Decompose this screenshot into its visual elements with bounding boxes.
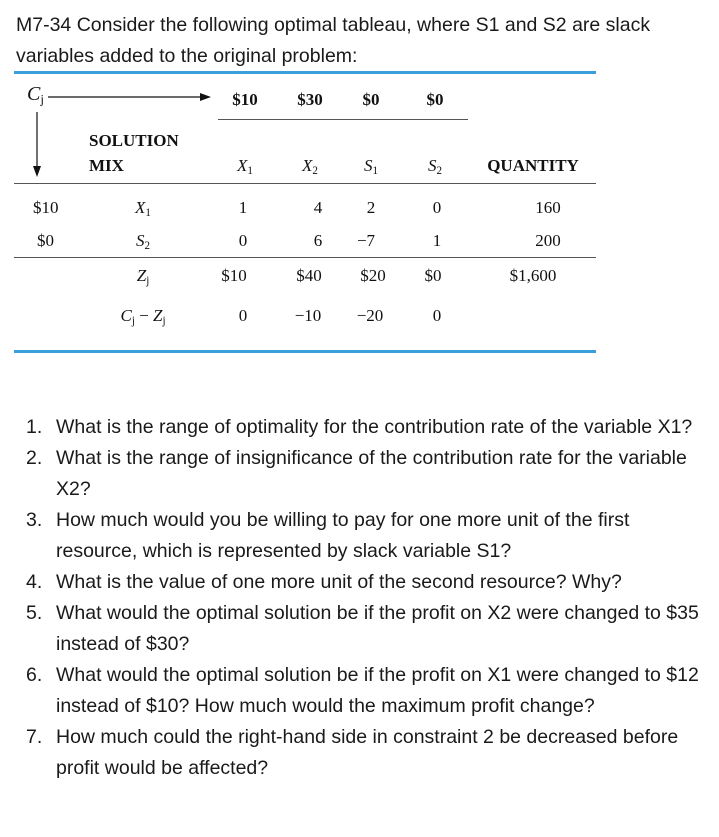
cj-label: $C_j$ — [27, 83, 44, 107]
solution-mix-header-line1: SOLUTION — [89, 131, 179, 150]
row2-variable: $S_2$ — [135, 231, 151, 252]
row2-quantity: 200 — [535, 231, 561, 250]
cj-value-x2: $30 — [297, 90, 323, 109]
row2-x2: 6 — [313, 231, 323, 250]
quantity-header: QUANTITY — [487, 156, 579, 175]
cj-minus-zj-s2: 0 — [432, 306, 442, 325]
row1-cj: $10 — [33, 198, 59, 217]
solution-mix-header-line2: MIX — [89, 156, 124, 175]
body-rule — [14, 257, 596, 258]
row1-x1: 1 — [238, 198, 248, 217]
cj-value-s2: $0 — [426, 90, 444, 109]
cj-minus-zj-s1: −20 — [356, 306, 384, 325]
row2-x1: 0 — [238, 231, 248, 250]
row2-cj: $0 — [37, 231, 54, 250]
column-header-s2: $S_2$ — [427, 156, 443, 177]
questions-list — [0, 412, 719, 784]
cj-value-x1: $10 — [232, 90, 258, 109]
zj-x2: $40 — [296, 266, 322, 285]
question-item: 3. How much would you be willing to pay for one more unit of the first resource, which is represented by slack variable S1? — [26, 509, 630, 562]
cj-minus-zj-label: $C_j - Z_j$ — [120, 306, 166, 327]
zj-label: $Z_j$ — [136, 266, 150, 287]
row2-s2: 1 — [432, 231, 442, 250]
cj-minus-zj-x2: −10 — [294, 306, 322, 325]
question-item: 5. What would the optimal solution be if the profit on X2 were changed to $35 instead of $30? — [26, 602, 699, 655]
right-arrow-icon — [48, 93, 211, 101]
column-header-x1: $X_1$ — [237, 156, 253, 177]
column-header-s1: $S_1$ — [363, 156, 379, 177]
row1-s2: 0 — [432, 198, 442, 217]
row1-s1: 2 — [366, 198, 376, 217]
row2-s1: −7 — [356, 231, 376, 250]
column-header-x2: $X_2$ — [302, 156, 318, 177]
cj-underline — [218, 119, 468, 120]
header-rule — [14, 183, 596, 184]
zj-x1: $10 — [221, 266, 247, 285]
cj-value-s1: $0 — [362, 90, 380, 109]
down-arrow-icon — [33, 112, 41, 177]
simplex-tableau — [0, 0, 719, 360]
problem-intro: M7-34 Consider the following optimal tableau, where S1 and S2 are slack variables added to the original problem: — [16, 14, 651, 67]
zj-s1: $20 — [360, 266, 386, 285]
question-item: 1. What is the range of optimality for the contribution rate of the variable X1? — [26, 416, 693, 438]
question-item: 6. What would the optimal solution be if the profit on X1 were changed to $12 instead of $10? How much would the maximum profit change? — [26, 664, 699, 717]
question-item: 2. What is the range of insignificance of the contribution rate for the variable X2? — [26, 447, 687, 500]
question-item: 4. What is the value of one more unit of the second resource? Why? — [26, 571, 622, 593]
zj-s2: $0 — [424, 266, 442, 285]
row1-quantity: 160 — [535, 198, 561, 217]
question-item: 7. How much could the right-hand side in constraint 2 be decreased before profit would be affected? — [26, 726, 679, 779]
cj-minus-zj-x1: 0 — [238, 306, 248, 325]
row1-variable: $X_1$ — [135, 198, 151, 219]
row1-x2: 4 — [313, 198, 323, 217]
zj-quantity: $1,600 — [509, 266, 557, 285]
